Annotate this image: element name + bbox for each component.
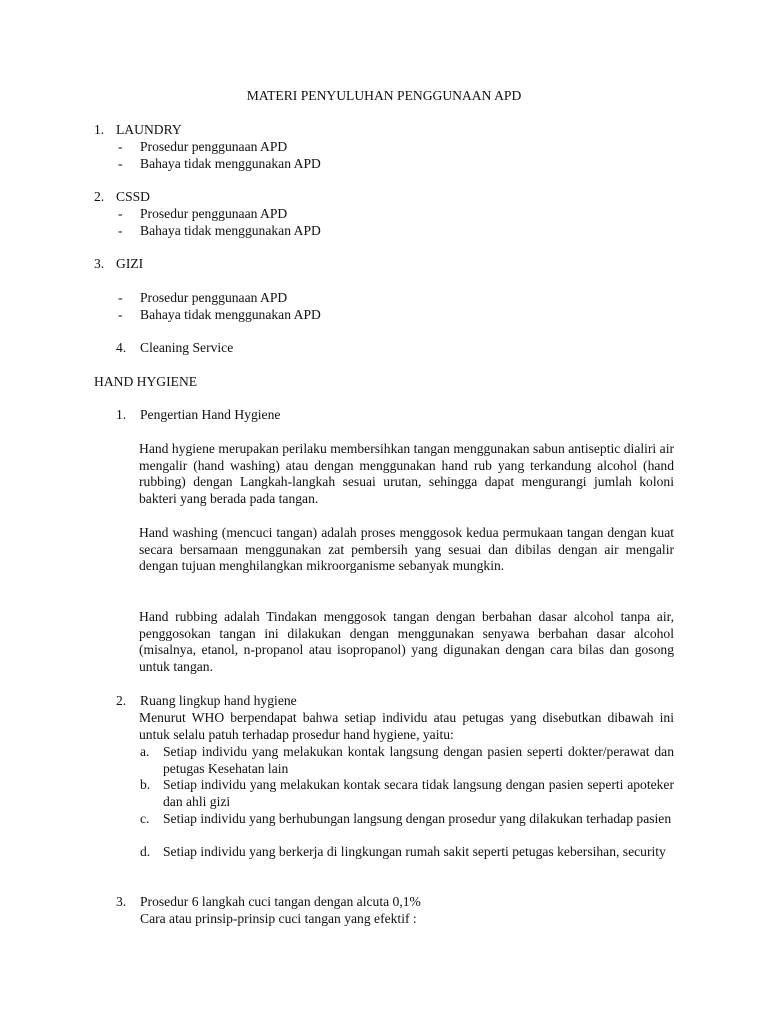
list-item: Setiap individu yang melakukan kontak langsung dengan pasien seperti dokter/perawat dan petugas Kesehatan lain [163, 744, 674, 776]
paragraph-hand-rubbing: Hand rubbing adalah Tindakan menggosok tangan dengan berbahan dasar alcohol tanpa air, penggosokan tangan ini dilakukan dengan menggunakan senyawa berbahan dasar alcohol (misalnya, etanol, n-propanol atau isopropanol) yang digunakan dengan cara bilas dan gosong untuk tangan. [139, 609, 674, 674]
list-item: Bahaya tidak menggunakan APD [140, 307, 321, 322]
list-item: Setiap individu yang berkerja di lingkungan rumah sakit seperti petugas kebersihan, security [163, 844, 666, 859]
section-number: 4. [116, 340, 127, 355]
list-letter: d. [140, 844, 151, 859]
list-letter: b. [140, 777, 151, 792]
bullet-dash: - [118, 139, 123, 154]
point-number: 2. [116, 693, 127, 708]
list-letter: c. [140, 811, 150, 826]
page-title: MATERI PENYULUHAN PENGGUNAAN APD [246, 88, 522, 103]
list-item: Setiap individu yang berhubungan langsung dengan prosedur yang dilakukan terhadap pasien [163, 811, 672, 826]
list-item: Prosedur penggunaan APD [140, 139, 288, 154]
list-item: Prosedur penggunaan APD [140, 290, 288, 305]
paragraph-who-intro: Menurut WHO berpendapat bahwa setiap individu atau petugas yang disebutkan dibawah ini untuk selalu patuh terhadap prosedur hand hygiene, yaitu: [139, 710, 674, 742]
list-item: Prosedur penggunaan APD [140, 206, 288, 221]
paragraph-hand-hygiene-definition: Hand hygiene merupakan perilaku membersihkan tangan menggunakan sabun antiseptic dialiri air mengalir (hand washing) atau dengan menggunakan hand rub yang terkandung alcohol (hand rubbing) dengan Langkah-langkah sesuai urutan, sehingga dapat mengurangi jumlah koloni bakteri yang berada pada tangan. [139, 441, 674, 506]
section-label-cleaning-service: Cleaning Service [140, 340, 234, 355]
list-letter: a. [140, 744, 150, 759]
point-label-pengertian: Pengertian Hand Hygiene [140, 407, 281, 422]
section-number: 1. [94, 122, 105, 137]
list-item: Bahaya tidak menggunakan APD [140, 223, 321, 238]
bullet-dash: - [118, 206, 123, 221]
bullet-dash: - [118, 290, 123, 305]
list-item: Bahaya tidak menggunakan APD [140, 156, 321, 171]
bullet-dash: - [118, 156, 123, 171]
list-item: Setiap individu yang melakukan kontak secara tidak langsung dengan pasien seperti apoteker dan ahli gizi [163, 777, 674, 809]
section-number: 2. [94, 189, 105, 204]
bullet-dash: - [118, 223, 123, 238]
section-number: 3. [94, 256, 105, 271]
point-label-prosedur-6-langkah: Prosedur 6 langkah cuci tangan dengan alcuta 0,1% [140, 894, 421, 909]
section-label-laundry: LAUNDRY [116, 122, 182, 137]
section-label-gizi: GIZI [116, 256, 144, 271]
paragraph-cara-cuci-tangan: Cara atau prinsip-prinsip cuci tangan yang efektif : [140, 911, 417, 926]
section-heading-hand-hygiene: HAND HYGIENE [94, 374, 198, 389]
point-number: 1. [116, 407, 127, 422]
section-label-cssd: CSSD [116, 189, 151, 204]
bullet-dash: - [118, 307, 123, 322]
point-label-ruang-lingkup: Ruang lingkup hand hygiene [140, 693, 297, 708]
point-number: 3. [116, 894, 127, 909]
paragraph-hand-washing: Hand washing (mencuci tangan) adalah proses menggosok kedua permukaan tangan dengan kuat secara bersamaan menggunakan zat pembersih yang sesuai dan dibilas dengan air mengalir dengan tujuan menghilangkan mikroorganisme sebanyak mungkin. [139, 525, 674, 574]
